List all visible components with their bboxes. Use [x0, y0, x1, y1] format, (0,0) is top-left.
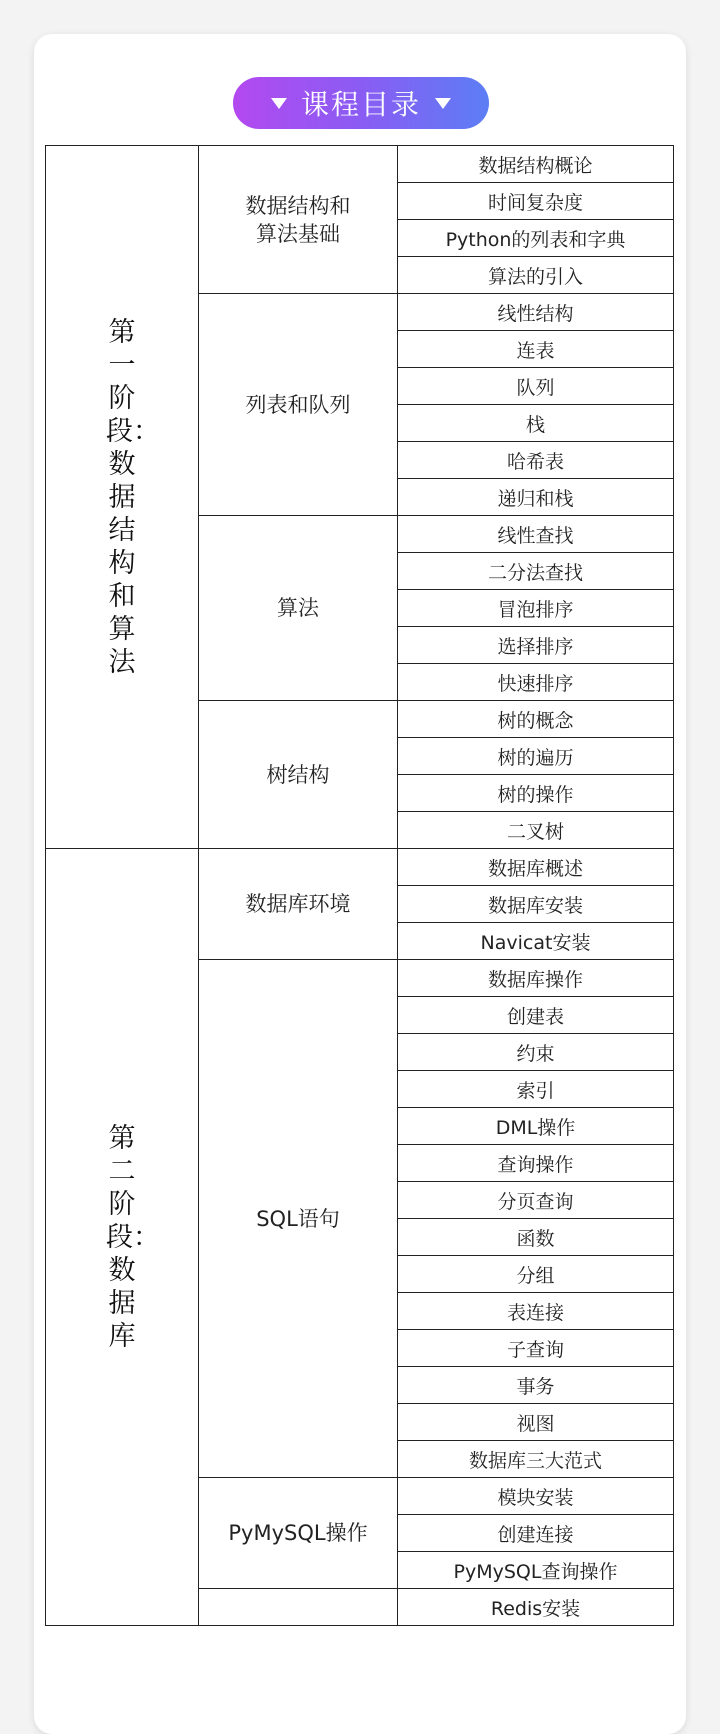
topic-cell: DML操作 [398, 1108, 674, 1145]
topic-cell: 模块安装 [398, 1478, 674, 1515]
module-name: SQL语句 [256, 1206, 340, 1231]
topic-cell: 选择排序 [398, 627, 674, 664]
topic-cell: 递归和栈 [398, 479, 674, 516]
topic-cell: 二叉树 [398, 812, 674, 849]
topic-cell: 分组 [398, 1256, 674, 1293]
topic-cell: 二分法查找 [398, 553, 674, 590]
topic-cell: 树的概念 [398, 701, 674, 738]
topic-cell: 线性结构 [398, 294, 674, 331]
topic-cell: 连表 [398, 331, 674, 368]
module-cell [199, 1478, 398, 1589]
stage-name: 第二阶段：数据库 [106, 1122, 160, 1352]
topic-cell: 数据库操作 [398, 960, 674, 997]
topic-cell: 快速排序 [398, 664, 674, 701]
module-name: 树结构 [266, 762, 330, 787]
module-cell [199, 294, 398, 516]
topic-cell: 分页查询 [398, 1182, 674, 1219]
stage-name: 第一阶段：数据结构和算法 [106, 316, 160, 678]
catalog-header [233, 77, 489, 129]
topic-cell: 查询操作 [398, 1145, 674, 1182]
topic-cell: 栈 [398, 405, 674, 442]
module-name: 数据结构和 算法基础 [245, 193, 351, 246]
module-name: 列表和队列 [245, 392, 351, 417]
module-cell [199, 146, 398, 294]
topic-cell: 数据库三大范式 [398, 1441, 674, 1478]
topic-cell: 函数 [398, 1219, 674, 1256]
topic-cell: 创建连接 [398, 1515, 674, 1552]
topic-cell: 数据库安装 [398, 886, 674, 923]
topic-cell: 表连接 [398, 1293, 674, 1330]
module-cell [199, 1589, 398, 1626]
module-name: 算法 [277, 596, 319, 620]
stage-cell [46, 849, 199, 1626]
module-cell [199, 960, 398, 1478]
topic-cell: 树的操作 [398, 775, 674, 812]
topic-cell: 冒泡排序 [398, 590, 674, 627]
module-cell [199, 701, 398, 849]
module-name: PyMySQL操作 [228, 1521, 368, 1545]
course-table [45, 145, 674, 1626]
module-name: 数据库环境 [245, 892, 351, 916]
topic-cell: 算法的引入 [398, 257, 674, 294]
topic-cell: 时间复杂度 [398, 183, 674, 220]
topic-cell: 事务 [398, 1367, 674, 1404]
topic-cell: Navicat安装 [398, 923, 674, 960]
topic-cell: 索引 [398, 1071, 674, 1108]
table-row [46, 146, 674, 183]
topic-cell: 线性查找 [398, 516, 674, 553]
table-row [46, 849, 674, 886]
topic-cell: 视图 [398, 1404, 674, 1441]
triangle-down-icon [435, 98, 451, 109]
topic-cell: Redis安装 [398, 1589, 674, 1626]
topic-cell: PyMySQL查询操作 [398, 1552, 674, 1589]
topic-cell: 子查询 [398, 1330, 674, 1367]
topic-cell: 数据库概述 [398, 849, 674, 886]
topic-cell: 哈希表 [398, 442, 674, 479]
topic-cell: 创建表 [398, 997, 674, 1034]
module-cell [199, 849, 398, 960]
module-cell [199, 516, 398, 701]
catalog-title: 课程目录 [300, 88, 421, 121]
topic-cell: 约束 [398, 1034, 674, 1071]
topic-cell: 队列 [398, 368, 674, 405]
topic-cell: Python的列表和字典 [398, 220, 674, 257]
triangle-down-icon [271, 98, 287, 109]
topic-cell: 数据结构概论 [398, 146, 674, 183]
topic-cell: 树的遍历 [398, 738, 674, 775]
stage-cell [46, 146, 199, 849]
